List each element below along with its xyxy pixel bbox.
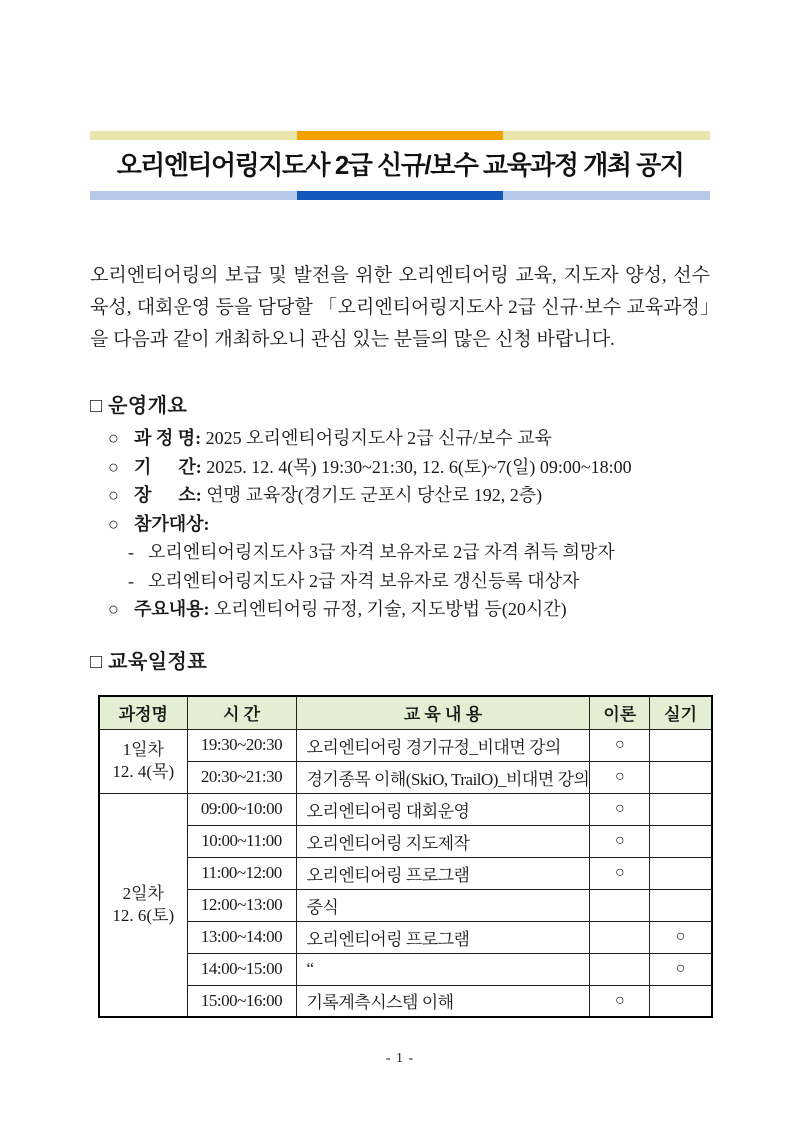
- item-value: 연맹 교육장(경기도 군포시 당산로 192, 2층): [206, 485, 543, 505]
- header-content: 교 육 내 용: [296, 696, 590, 729]
- overview-item-course-name: [108, 424, 710, 453]
- item-label: 기 간:: [134, 456, 207, 477]
- circle-bullet-icon: ○: [108, 428, 119, 448]
- practice-mark-cell: [650, 761, 712, 793]
- theory-mark-cell: ○: [590, 857, 650, 889]
- item-value: 2025. 12. 4(목) 19:30~21:30, 12. 6(토)~7(일) 09:00~18:00: [206, 456, 632, 477]
- header-practice: 실기: [650, 696, 712, 729]
- top-bar-center-segment: [297, 131, 504, 140]
- content-cell: “: [296, 953, 590, 985]
- overview-list: [108, 424, 710, 624]
- intro-paragraph: 오리엔티어링의 보급 및 발전을 위한 오리엔티어링 교육, 지도자 양성, 선수 육성, 대회운영 등을 담당할 「오리엔티어링지도사 2급 신규·보수 교육과정」을 다음과 같이 개최하오니 관심 있는 분들의 많은 신청 바랍니다.: [90, 265, 710, 350]
- overview-subitem-level2-holders: [108, 567, 710, 596]
- banner-top-bar: [90, 131, 710, 140]
- content-cell: 오리엔티어링 대회운영: [296, 793, 590, 825]
- bottom-bar-center-segment: [297, 191, 504, 200]
- time-cell: 12:00~13:00: [187, 889, 296, 921]
- dash-bullet-icon: -: [128, 542, 134, 562]
- page-number: - 1 -: [385, 1051, 415, 1066]
- practice-mark-cell: ○: [650, 921, 712, 953]
- document-title: 오리엔티어링지도사 2급 신규/보수 교육과정 개최 공지: [116, 150, 684, 180]
- time-cell: 20:30~21:30: [187, 761, 296, 793]
- theory-mark-cell: ○: [590, 825, 650, 857]
- overview-item-period: [108, 453, 710, 482]
- schedule-header-row: [99, 696, 712, 729]
- table-row: [99, 985, 712, 1017]
- practice-mark-cell: ○: [650, 953, 712, 985]
- title-banner: [90, 131, 710, 200]
- content-cell: 기록계측시스템 이해: [296, 985, 590, 1017]
- practice-mark-cell: [650, 793, 712, 825]
- practice-mark-cell: [650, 889, 712, 921]
- header-course: 과정명: [99, 696, 187, 729]
- practice-mark-cell: [650, 729, 712, 761]
- table-row: [99, 857, 712, 889]
- table-row: [99, 953, 712, 985]
- day1-line1: 1일차: [122, 739, 164, 759]
- theory-mark-cell: ○: [590, 985, 650, 1017]
- content-cell: 오리엔티어링 지도제작: [296, 825, 590, 857]
- item-value: 오리엔티어링 규정, 기술, 지도방법 등(20시간): [214, 599, 567, 619]
- day1-line2: 12. 4(목): [112, 762, 175, 781]
- overview-item-location: [108, 481, 710, 510]
- content-cell: 오리엔티어링 프로그램: [296, 857, 590, 889]
- item-label: 장 소:: [134, 485, 207, 505]
- time-cell: 13:00~14:00: [187, 921, 296, 953]
- overview-item-main-content: [108, 595, 710, 624]
- item-value: 오리엔티어링지도사 3급 자격 보유자로 2급 자격 취득 희망자: [148, 542, 615, 562]
- header-time: 시 간: [187, 696, 296, 729]
- schedule-day2-cell: [99, 793, 187, 1017]
- item-value: 2025 오리엔티어링지도사 2급 신규/보수 교육: [205, 428, 552, 448]
- day2-line1: 2일차: [122, 883, 164, 903]
- schedule-heading: □ 교육일정표: [90, 651, 208, 673]
- top-bar-left-segment: [90, 131, 297, 140]
- table-row: [99, 889, 712, 921]
- banner-bottom-bar: [90, 191, 710, 200]
- bottom-bar-right-segment: [503, 191, 710, 200]
- time-cell: 10:00~11:00: [187, 825, 296, 857]
- dash-bullet-icon: -: [128, 570, 134, 591]
- schedule-day1-cell: [99, 729, 187, 793]
- table-row: [99, 729, 712, 761]
- bottom-bar-left-segment: [90, 191, 297, 200]
- item-value: 오리엔티어링지도사 2급 자격 보유자로 갱신등록 대상자: [148, 570, 580, 591]
- content-cell: 오리엔티어링 프로그램: [296, 921, 590, 953]
- practice-mark-cell: [650, 985, 712, 1017]
- circle-bullet-icon: ○: [108, 485, 119, 505]
- time-cell: 15:00~16:00: [187, 985, 296, 1017]
- content-cell: 중식: [296, 889, 590, 921]
- circle-bullet-icon: ○: [108, 513, 119, 534]
- practice-mark-cell: [650, 825, 712, 857]
- table-row: [99, 921, 712, 953]
- overview-heading: □ 운영개요: [90, 395, 188, 417]
- item-label: 과 정 명:: [134, 428, 206, 448]
- time-cell: 19:30~20:30: [187, 729, 296, 761]
- day2-line2: 12. 6(토): [112, 905, 175, 925]
- theory-mark-cell: [590, 953, 650, 985]
- top-bar-right-segment: [503, 131, 710, 140]
- table-row: [99, 793, 712, 825]
- content-cell: 오리엔티어링 경기규정_비대면 강의: [296, 729, 590, 761]
- theory-mark-cell: [590, 921, 650, 953]
- circle-bullet-icon: ○: [108, 456, 119, 477]
- table-row: [99, 825, 712, 857]
- practice-mark-cell: [650, 857, 712, 889]
- table-row: [99, 761, 712, 793]
- time-cell: 14:00~15:00: [187, 953, 296, 985]
- overview-subitem-level3-holders: [108, 538, 710, 567]
- item-label: 참가대상:: [134, 513, 210, 534]
- theory-mark-cell: ○: [590, 761, 650, 793]
- content-cell: 경기종목 이해(SkiO, TrailO)_비대면 강의: [296, 761, 590, 793]
- item-label: 주요내용:: [134, 599, 215, 619]
- circle-bullet-icon: ○: [108, 599, 119, 619]
- time-cell: 09:00~10:00: [187, 793, 296, 825]
- theory-mark-cell: ○: [590, 729, 650, 761]
- time-cell: 11:00~12:00: [187, 857, 296, 889]
- overview-item-participants: [108, 510, 710, 539]
- schedule-table: [98, 695, 713, 1018]
- theory-mark-cell: [590, 889, 650, 921]
- theory-mark-cell: ○: [590, 793, 650, 825]
- header-theory: 이론: [590, 696, 650, 729]
